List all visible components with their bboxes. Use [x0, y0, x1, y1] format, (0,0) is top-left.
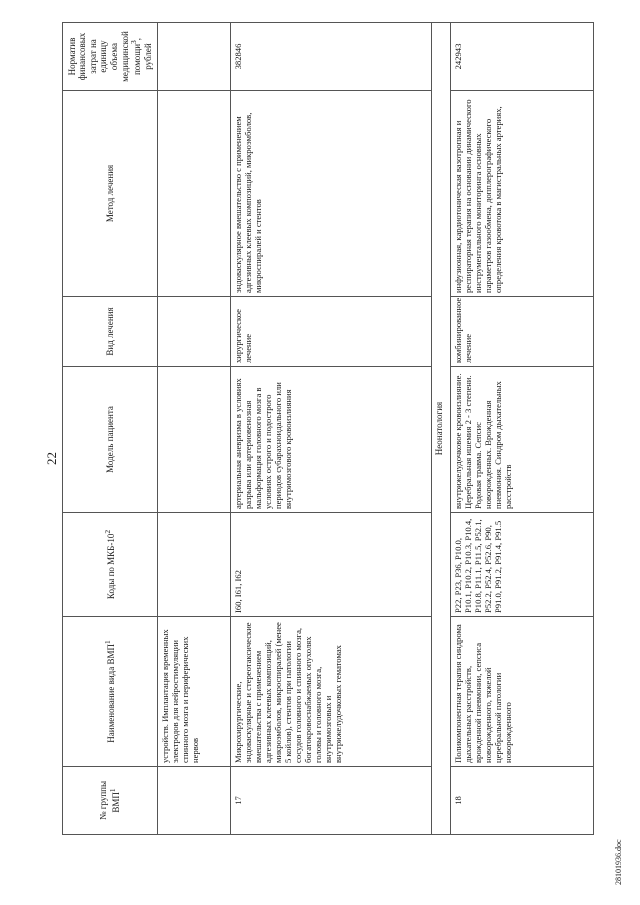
- row-model: внутрижелудочковое кровоизлияние. Церебральная ишемия 2 - 3 степени. Родовая травма. Сепсис новорожденных. Врожденная пневмония. Синдром дыхательных расстройств: [451, 367, 594, 513]
- row-name: Микрохирургические, эндоваскулярные и стереотаксические вмешательства с применением адгезивных клеевых композиций, микроэмболов, микроспиралей (менее 5 койлов), стентов при патологии сосудов головного и спинного мозга, богатокровоснабжаемых опухолях головы и головного мозга, внутримозговых и внутрижелудочковых гематомах: [231, 617, 432, 767]
- header-name: Наименование вида ВМП$^1$: [63, 617, 158, 767]
- row-name: Поликомпонентная терапия синдрома дыхательных расстройств, врожденной пневмонии, сепсиса новорожденного, тяжелой церебральной патологии новорожденного: [451, 617, 594, 767]
- header-group: № группы ВМП$^1$: [63, 767, 158, 835]
- row-name: устройств. Имплантация временных электродов для нейростимуляции спинного мозга и периферических нервов: [158, 617, 231, 767]
- header-type: Вид лечения: [63, 297, 158, 367]
- table-header-row: [63, 23, 158, 835]
- table-row: [231, 23, 432, 835]
- row-model: [158, 367, 231, 513]
- row-norm: [158, 23, 231, 91]
- row-codes: I60, I61, I62: [231, 513, 432, 617]
- row-method: эндоваскулярное вмешательство с применением адгезивных клеевых композиций, микроэмболов, микроспиралей и стентов: [231, 91, 432, 297]
- row-norm: 242943: [451, 23, 594, 91]
- section-title: Неонатология: [432, 23, 451, 835]
- row-codes: [158, 513, 231, 617]
- header-model: Модель пациента: [63, 367, 158, 513]
- row-group: 18: [451, 767, 594, 835]
- row-method: [158, 91, 231, 297]
- page-number: 22: [44, 452, 59, 465]
- vmp-table: [62, 22, 594, 835]
- header-codes: Коды по МКБ-$10^2$: [63, 513, 158, 617]
- row-method: инфузионная, кардиотоническая вазотропная и респираторная терапия на основании динамического инструментального мониторинга основных параметров газообмена, допплерографического определения кровотока в магистральных артериях,: [451, 91, 594, 297]
- footer-filename: 28101936.doc: [614, 839, 623, 885]
- row-type: комбинированное лечение: [451, 297, 594, 367]
- header-method: Метод лечения: [63, 91, 158, 297]
- row-group: [158, 767, 231, 835]
- row-group: 17: [231, 767, 432, 835]
- header-norm: Норматив финансовых затрат на единицу объема медицинской помощи$^3$, рублей: [63, 23, 158, 91]
- row-codes: P22, P23, P36, P10.0, P10.1, P10.2, P10.3, P10.4, P10.8, P11.1, P11.5, P52.1, P52.2, P52.4, P52.6, P90, P91.0, P91.2, P91.4, P91.5: [451, 513, 594, 617]
- table-row: [158, 23, 231, 835]
- row-type: хирургическое лечение: [231, 297, 432, 367]
- row-type: [158, 297, 231, 367]
- section-row: [432, 23, 451, 835]
- table-row: [451, 23, 594, 835]
- row-norm: 382846: [231, 23, 432, 91]
- row-model: артериальная аневризма в условиях разрыва или артериовенозная мальформация головного мозга в условиях острого и подострого периодов субарахноидального или внутримозгового кровоизлияния: [231, 367, 432, 513]
